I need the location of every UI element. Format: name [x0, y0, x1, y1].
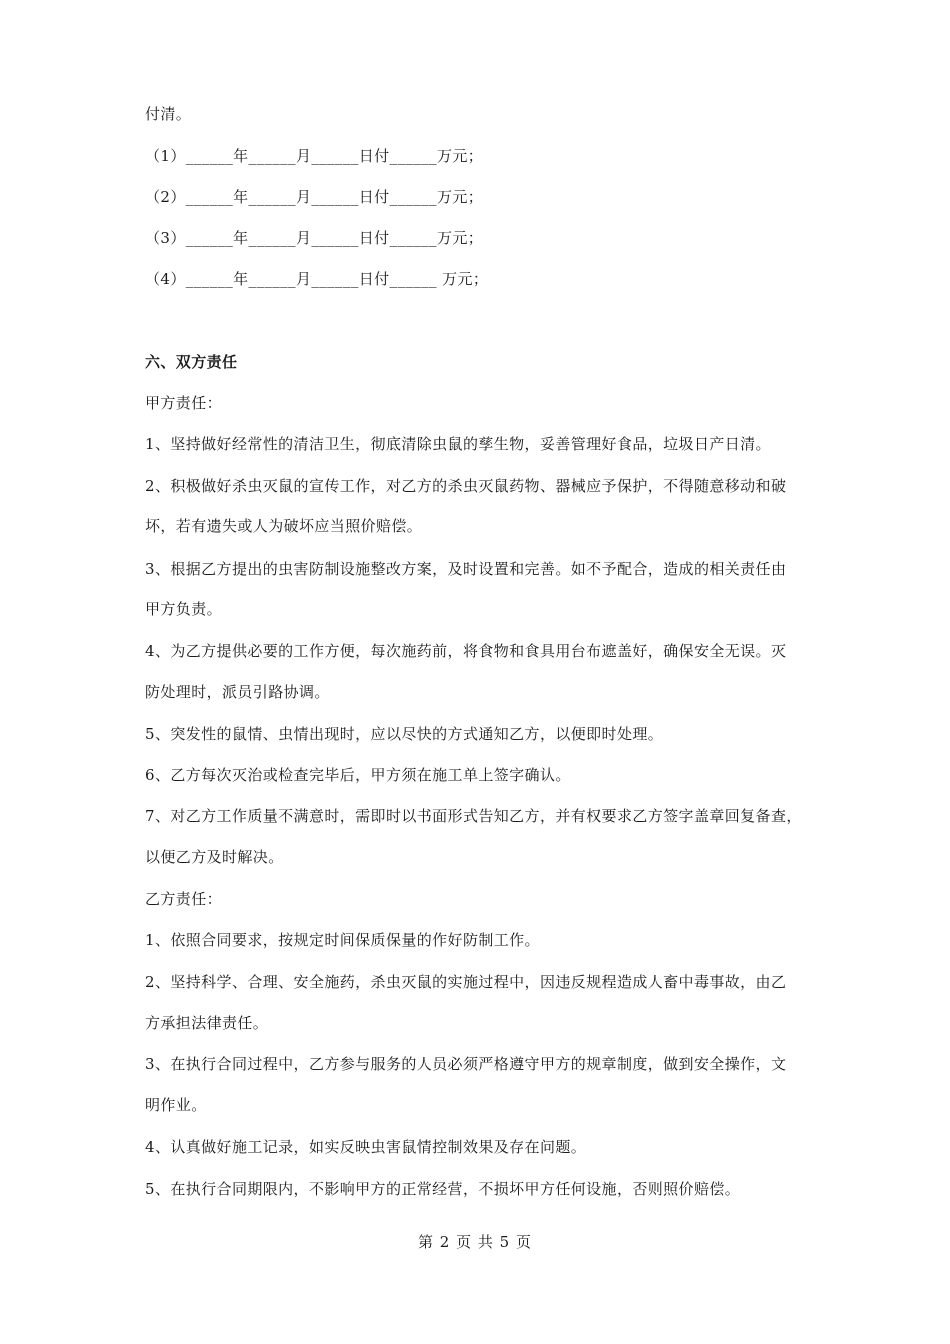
party-a-line-4: 3、根据乙方提出的虫害防制设施整改方案，及时设置和完善。如不予配合，造成的相关责任由	[145, 560, 787, 578]
party-b-line-7: 5、在执行合同期限内，不影响甲方的正常经营，不损坏甲方任何设施，否则照价赔偿。	[145, 1180, 741, 1198]
party-b-line-2: 2、坚持科学、合理、安全施药，杀虫灭鼠的实施过程中，因违反规程造成人畜中毒事故，由乙	[145, 973, 787, 991]
party-b-line-1: 1、依照合同要求，按规定时间保质保量的作好防制工作。	[145, 931, 540, 949]
party-a-line-8: 5、突发性的鼠情、虫情出现时，应以尽快的方式通知乙方，以便即时处理。	[145, 725, 664, 743]
party-b-line-3: 方承担法律责任。	[145, 1014, 269, 1032]
party-a-heading: 甲方责任：	[145, 394, 223, 412]
party-b-line-6: 4、认真做好施工记录，如实反映虫害鼠情控制效果及存在问题。	[145, 1138, 587, 1156]
paragraph-intro-tail: 付清。	[145, 105, 192, 123]
party-a-line-3: 坏，若有遗失或人为破坏应当照价赔偿。	[145, 517, 423, 535]
payment-line-3: （3）______年______月______日付______万元；	[145, 229, 484, 247]
party-a-line-1: 1、坚持做好经常性的清洁卫生，彻底清除虫鼠的孳生物，妥善管理好食品，垃圾日产日清。	[145, 435, 771, 453]
party-a-line-7: 防处理时，派员引路协调。	[145, 683, 330, 701]
page-footer: 第 2 页 共 5 页	[418, 1233, 532, 1251]
party-b-line-5: 明作业。	[145, 1096, 207, 1114]
party-a-line-6: 4、为乙方提供必要的工作方便，每次施药前，将食物和食具用台布遮盖好，确保安全无误。灭	[145, 642, 787, 660]
party-b-line-4: 3、在执行合同过程中，乙方参与服务的人员必须严格遵守甲方的规章制度，做到安全操作，文	[145, 1055, 787, 1073]
party-b-heading: 乙方责任：	[145, 890, 223, 908]
payment-line-1: （1）______年______月______日付______万元；	[145, 147, 484, 165]
party-a-line-9: 6、乙方每次灭治或检查完毕后，甲方须在施工单上签字确认。	[145, 766, 571, 784]
party-a-line-2: 2、积极做好杀虫灭鼠的宣传工作，对乙方的杀虫灭鼠药物、器械应予保护，不得随意移动和破	[145, 477, 787, 495]
party-a-line-5: 甲方负责。	[145, 600, 223, 618]
payment-line-4: （4）______年______月______日付______ 万元；	[145, 270, 489, 288]
party-a-line-11: 以便乙方及时解决。	[145, 848, 284, 866]
party-a-line-10: 7、对乙方工作质量不满意时，需即时以书面形式告知乙方，并有权要求乙方签字盖章回复备查，	[145, 807, 802, 825]
section-title: 六、双方责任	[145, 353, 238, 371]
payment-line-2: （2）______年______月______日付______万元；	[145, 188, 484, 206]
